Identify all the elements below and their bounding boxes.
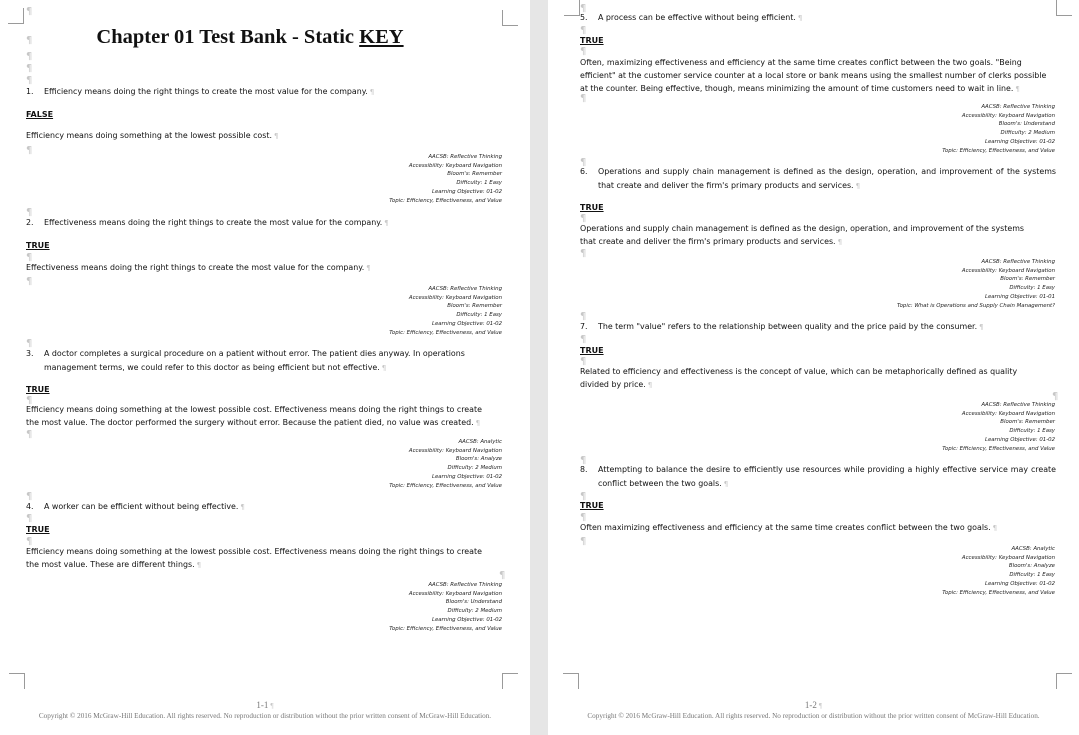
answer-key: TRUE — [26, 241, 50, 250]
question-text[interactable]: 2. Effectiveness means doing the right things to create the most value for the company. ¶ — [26, 218, 389, 227]
question-text[interactable]: 5. A process can be effective without being efficient. ¶ — [580, 13, 803, 22]
question-text[interactable]: 1. Efficiency means doing the right things to create the most value for the company. ¶ — [26, 87, 375, 96]
paragraph-mark: ¶ — [580, 3, 587, 14]
copyright-notice: Copyright © 2016 McGraw-Hill Education. All rights reserved. No reproduction or distribution without the prior written consent of McGraw-Hill Education. — [38, 712, 492, 720]
document-page-2[interactable] — [548, 0, 1079, 735]
question-text[interactable]: 4. A worker can be efficient without being effective. ¶ — [26, 502, 245, 511]
answer-key: FALSE — [26, 110, 54, 119]
crop-mark — [1056, 0, 1072, 16]
answer-key: TRUE — [26, 525, 50, 534]
paragraph-mark: ¶ — [580, 512, 587, 523]
paragraph-mark: ¶ — [26, 513, 33, 524]
paragraph-mark: ¶ — [580, 536, 587, 547]
paragraph-mark: ¶ — [26, 35, 33, 46]
answer-explanation: Related to efficiency and effectiveness is the concept of value, which can be metaphorically defined as quality divided by price. ¶ — [580, 367, 1018, 389]
question-metadata: AACSB: Reflective Thinking Accessibility: Keyboard Navigation Bloom's: Remember Difficulty: 1 Easy Learning Objective: 01-02 Topic: Efficiency, Effectiveness, and Value — [389, 286, 502, 336]
copyright-notice: Copyright © 2016 McGraw-Hill Education. All rights reserved. No reproduction or distribution without the prior written consent of McGraw-Hill Education. — [587, 712, 1040, 720]
crop-mark — [564, 0, 580, 16]
question-text[interactable]: 6. Operations and supply chain management is defined as the design, operation, and improvement of the systems that create and deliver the firm's primary products and services. ¶ — [580, 167, 1056, 190]
paragraph-mark: ¶ — [580, 356, 587, 367]
paragraph-mark: ¶ — [580, 311, 587, 322]
paragraph-mark: ¶ — [580, 334, 587, 345]
answer-explanation: Efficiency means doing something at the lowest possible cost. ¶ — [26, 131, 279, 140]
answer-explanation: Often, maximizing effectiveness and efficiency at the same time creates conflict between the two goals. "Being efficient" at the customer service counter at a local store or bank means using the smallest number of clerks possible at the counter. Being effective, though, means minimizing the amount of time customers need to wait in line. ¶ — [580, 58, 1047, 93]
paragraph-mark: ¶ — [26, 338, 33, 349]
paragraph-mark: ¶ — [1052, 391, 1059, 402]
paragraph-mark: ¶ — [580, 213, 587, 224]
paragraph-mark: ¶ — [26, 395, 33, 406]
answer-key: TRUE — [580, 346, 604, 355]
question-metadata: AACSB: Analytic Accessibility: Keyboard Navigation Bloom's: Analyze Difficulty: 2 Medium Learning Objective: 01-02 Topic: Efficiency, Effectiveness, and Value — [389, 439, 502, 489]
answer-explanation: Efficiency means doing something at the lowest possible cost. Effectiveness means doing the right things to create the most value. These are different things. ¶ — [26, 547, 482, 569]
question-metadata: AACSB: Reflective Thinking Accessibility: Keyboard Navigation Bloom's: Understand Difficulty: 2 Medium Learning Objective: 01-02 Topic: Efficiency, Effectiveness, and Value — [389, 582, 502, 632]
question-metadata: AACSB: Analytic Accessibility: Keyboard Navigation Bloom's: Analyze Difficulty: 1 Easy Learning Objective: 01-02 Topic: Efficiency, Effectiveness, and Value — [942, 546, 1055, 596]
crop-mark — [502, 10, 518, 26]
paragraph-mark: ¶ — [26, 6, 33, 17]
question-metadata: AACSB: Reflective Thinking Accessibility: Keyboard Navigation Bloom's: Remember Difficulty: 1 Easy Learning Objective: 01-01 Topic: What is Operations and Supply Chain Management? — [896, 259, 1055, 309]
paragraph-mark: ¶ — [580, 455, 587, 466]
paragraph-mark: ¶ — [580, 93, 587, 104]
answer-key: TRUE — [580, 203, 604, 212]
question-text[interactable]: 3. A doctor completes a surgical procedure on a patient without error. The patient dies anyway. In operations management terms, we could refer to this doctor as being efficient but not effective. ¶ — [26, 349, 465, 372]
answer-explanation: Often maximizing effectiveness and efficiency at the same time creates conflict between the two goals. ¶ — [580, 523, 998, 532]
paragraph-mark: ¶ — [26, 51, 33, 62]
crop-mark — [8, 8, 24, 24]
paragraph-mark: ¶ — [580, 157, 587, 168]
answer-key: TRUE — [26, 385, 50, 394]
answer-key: TRUE — [580, 36, 604, 45]
answer-explanation: Efficiency means doing something at the lowest possible cost. Effectiveness means doing the right things to create the most value. The doctor performed the surgery without error. Because the patient died, no value was created. ¶ — [26, 405, 482, 427]
question-metadata: AACSB: Reflective Thinking Accessibility: Keyboard Navigation Bloom's: Remember Difficulty: 1 Easy Learning Objective: 01-02 Topic: Efficiency, Effectiveness, and Value — [942, 402, 1055, 452]
page-number: 1-2 ¶ — [804, 700, 823, 710]
answer-key: TRUE — [580, 501, 604, 510]
crop-mark — [9, 673, 25, 689]
question-text[interactable]: 7. The term "value" refers to the relationship between quality and the price paid by the consumer. ¶ — [580, 322, 984, 331]
paragraph-mark: ¶ — [26, 207, 33, 218]
paragraph-mark: ¶ — [26, 252, 33, 263]
paragraph-mark: ¶ — [580, 25, 587, 36]
crop-mark — [1056, 673, 1072, 689]
paragraph-mark: ¶ — [26, 491, 33, 502]
paragraph-mark: ¶ — [26, 276, 33, 287]
answer-explanation: Operations and supply chain management is defined as the design, operation, and improvement of the systems that create and deliver the firm's primary products and services. ¶ — [580, 224, 1025, 246]
paragraph-mark: ¶ — [580, 248, 587, 259]
paragraph-mark: ¶ — [26, 429, 33, 440]
crop-mark — [502, 673, 518, 689]
paragraph-mark: ¶ — [580, 491, 587, 502]
question-metadata: AACSB: Reflective Thinking Accessibility: Keyboard Navigation Bloom's: Understand Difficulty: 2 Medium Learning Objective: 01-02 Topic: Efficiency, Effectiveness, and Value — [942, 104, 1055, 154]
answer-explanation: Effectiveness means doing the right things to create the most value for the company. ¶ — [26, 263, 371, 272]
paragraph-mark: ¶ — [26, 63, 33, 74]
paragraph-mark: ¶ — [26, 75, 33, 86]
paragraph-mark: ¶ — [499, 570, 506, 581]
document-page-1[interactable] — [0, 0, 530, 735]
paragraph-mark: ¶ — [26, 536, 33, 547]
page-number: 1-1 ¶ — [256, 700, 274, 710]
paragraph-mark: ¶ — [580, 46, 587, 57]
crop-mark — [563, 673, 579, 689]
question-text[interactable]: 8. Attempting to balance the desire to efficiently use resources while providing a highly effective service may create conflict between the two goals. ¶ — [580, 465, 1056, 488]
document-title: Chapter 01 Test Bank - Static KEY — [96, 26, 404, 48]
paragraph-mark: ¶ — [26, 145, 33, 156]
question-metadata: AACSB: Reflective Thinking Accessibility: Keyboard Navigation Bloom's: Remember Difficulty: 1 Easy Learning Objective: 01-02 Topic: Efficiency, Effectiveness, and Value — [389, 154, 502, 204]
